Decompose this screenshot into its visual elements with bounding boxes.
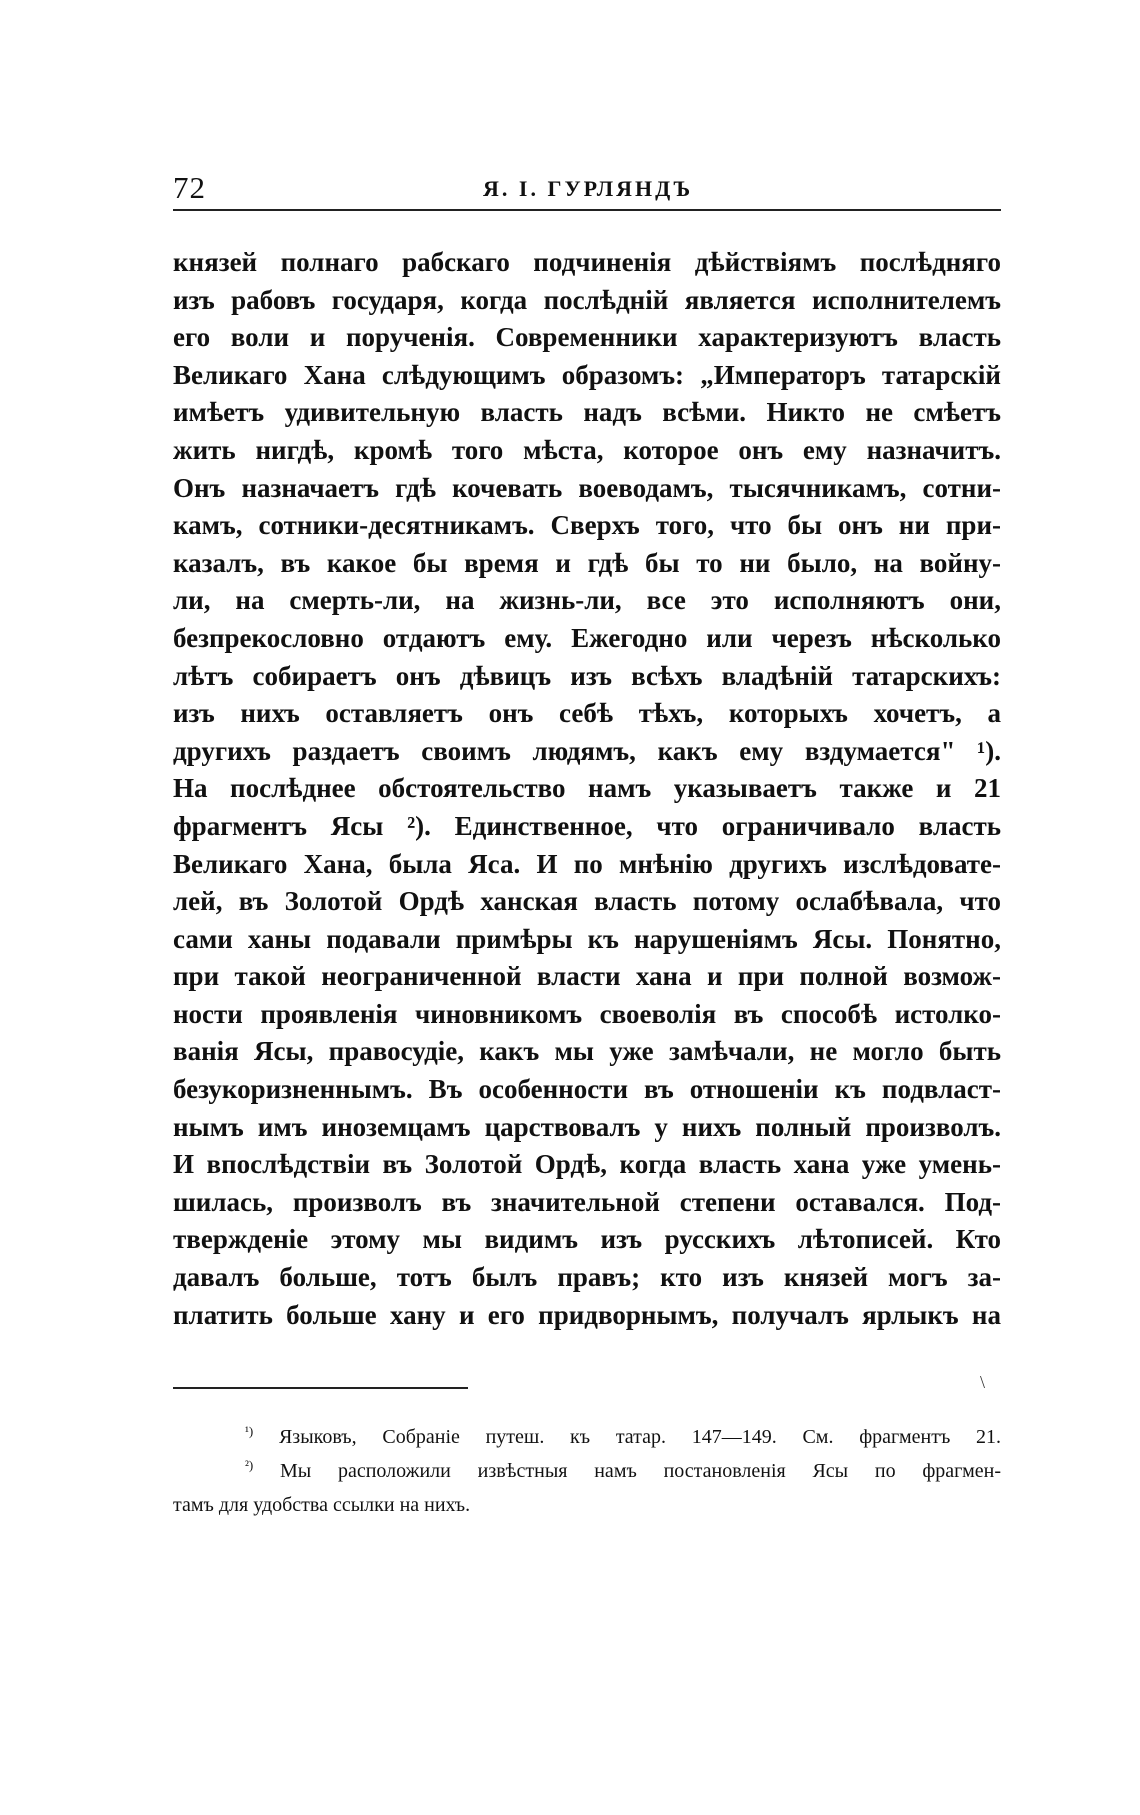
text-line: ли, на смерть-ли, на жизнь-ли, все это исполняютъ они, bbox=[173, 585, 1001, 616]
text-line: нымъ имъ иноземцамъ царствовалъ у нихъ полный произволъ. bbox=[173, 1111, 1001, 1142]
footnote-rule bbox=[173, 1387, 468, 1389]
footnote-2-line-1: Мы расположили извѣстныя намъ постановленія Ясы по фрагмен- bbox=[280, 1460, 1002, 1482]
text-line: безпрекословно отдаютъ ему. Ежегодно или черезъ нѣсколько bbox=[173, 622, 1001, 653]
footnote-1-marker: ¹) bbox=[245, 1423, 254, 1439]
text-line: шилась, произволъ въ значительной степени оставался. Под- bbox=[173, 1186, 1001, 1217]
text-line: князей полнаго рабскаго подчиненія дѣйствіямъ послѣдняго bbox=[173, 247, 1001, 277]
text-line: И впослѣдствіи въ Золотой Ордѣ, когда власть хана уже умень- bbox=[173, 1149, 1001, 1180]
text-line: изъ нихъ оставляетъ онъ себѣ тѣхъ, которыхъ хочетъ, а bbox=[173, 698, 1001, 729]
text-line: другихъ раздаетъ своимъ людямъ, какъ ему вздумается" ¹). bbox=[173, 735, 1001, 766]
text-line: ванія Ясы, правосудіе, какъ мы уже замѣчали, не могло быть bbox=[173, 1036, 1001, 1067]
text-line: лѣтъ собираетъ онъ дѣвицъ изъ всѣхъ владѣній татарскихъ: bbox=[173, 660, 1001, 691]
text-line: На послѣднее обстоятельство намъ указываетъ также и 21 bbox=[173, 773, 1001, 804]
footnote-1-text: Языковъ, Собраніе путеш. къ татар. 147—149. См. фрагментъ 21. bbox=[278, 1426, 1002, 1448]
text-line: Великаго Хана слѣдующимъ образомъ: „Императоръ татарскій bbox=[173, 359, 1001, 390]
footnote-2-marker: ²) bbox=[245, 1457, 254, 1473]
text-line: имѣетъ удивительную власть надъ всѣми. Никто не смѣетъ bbox=[173, 397, 1001, 428]
text-line: при такой неограниченной власти хана и при полной возмож- bbox=[173, 961, 1001, 992]
running-head: Я. І. ГУРЛЯНДЪ bbox=[483, 176, 694, 201]
page-number: 72 bbox=[173, 170, 206, 205]
text-line: платить больше хану и его придворнымъ, получалъ ярлыкъ на bbox=[173, 1299, 1001, 1330]
text-line: лей, въ Золотой Ордѣ ханская власть потому ослабѣвала, что bbox=[173, 886, 1001, 917]
text-line: его воли и порученія. Современники характеризуютъ власть bbox=[173, 322, 1001, 353]
stray-mark: \ bbox=[980, 1372, 986, 1392]
footnote-2 bbox=[173, 1454, 1001, 1522]
text-line: жить нигдѣ, кромѣ того мѣста, которое онъ ему назначитъ. bbox=[173, 434, 1001, 465]
text-line: изъ рабовъ государя, когда послѣдній является исполнителемъ bbox=[173, 284, 1001, 315]
footnote-1 bbox=[173, 1420, 1001, 1454]
text-line: твержденіе этому мы видимъ изъ русскихъ лѣтописей. Кто bbox=[173, 1224, 1001, 1255]
text-line: сами ханы подавали примѣры къ нарушеніямъ Ясы. Понятно, bbox=[173, 923, 1001, 954]
text-line: Онъ назначаетъ гдѣ кочевать воеводамъ, тысячникамъ, сотни- bbox=[173, 472, 1001, 503]
text-line: фрагментъ Ясы ²). Единственное, что ограничивало власть bbox=[173, 810, 1001, 841]
header-rule bbox=[173, 209, 1001, 211]
body-text bbox=[173, 244, 1001, 1334]
text-line: ности проявленія чиновникомъ своеволія въ способѣ истолко- bbox=[173, 998, 1001, 1029]
footnote-2-line-2: тамъ для удобства ссылки на нихъ. bbox=[173, 1494, 471, 1516]
text-line: безукоризненнымъ. Въ особенности въ отношеніи къ подвласт- bbox=[173, 1074, 1001, 1105]
footnotes bbox=[173, 1420, 1001, 1522]
text-line: Великаго Хана, была Яса. И по мнѣнію другихъ изслѣдовате- bbox=[173, 848, 1001, 879]
text-line: камъ, сотники-десятникамъ. Сверхъ того, что бы онъ ни при- bbox=[173, 510, 1001, 541]
text-line: давалъ больше, тотъ былъ правъ; кто изъ князей могъ за- bbox=[173, 1262, 1001, 1293]
page-header bbox=[173, 160, 1001, 210]
text-line: казалъ, въ какое бы время и гдѣ бы то ни было, на войну- bbox=[173, 547, 1001, 578]
